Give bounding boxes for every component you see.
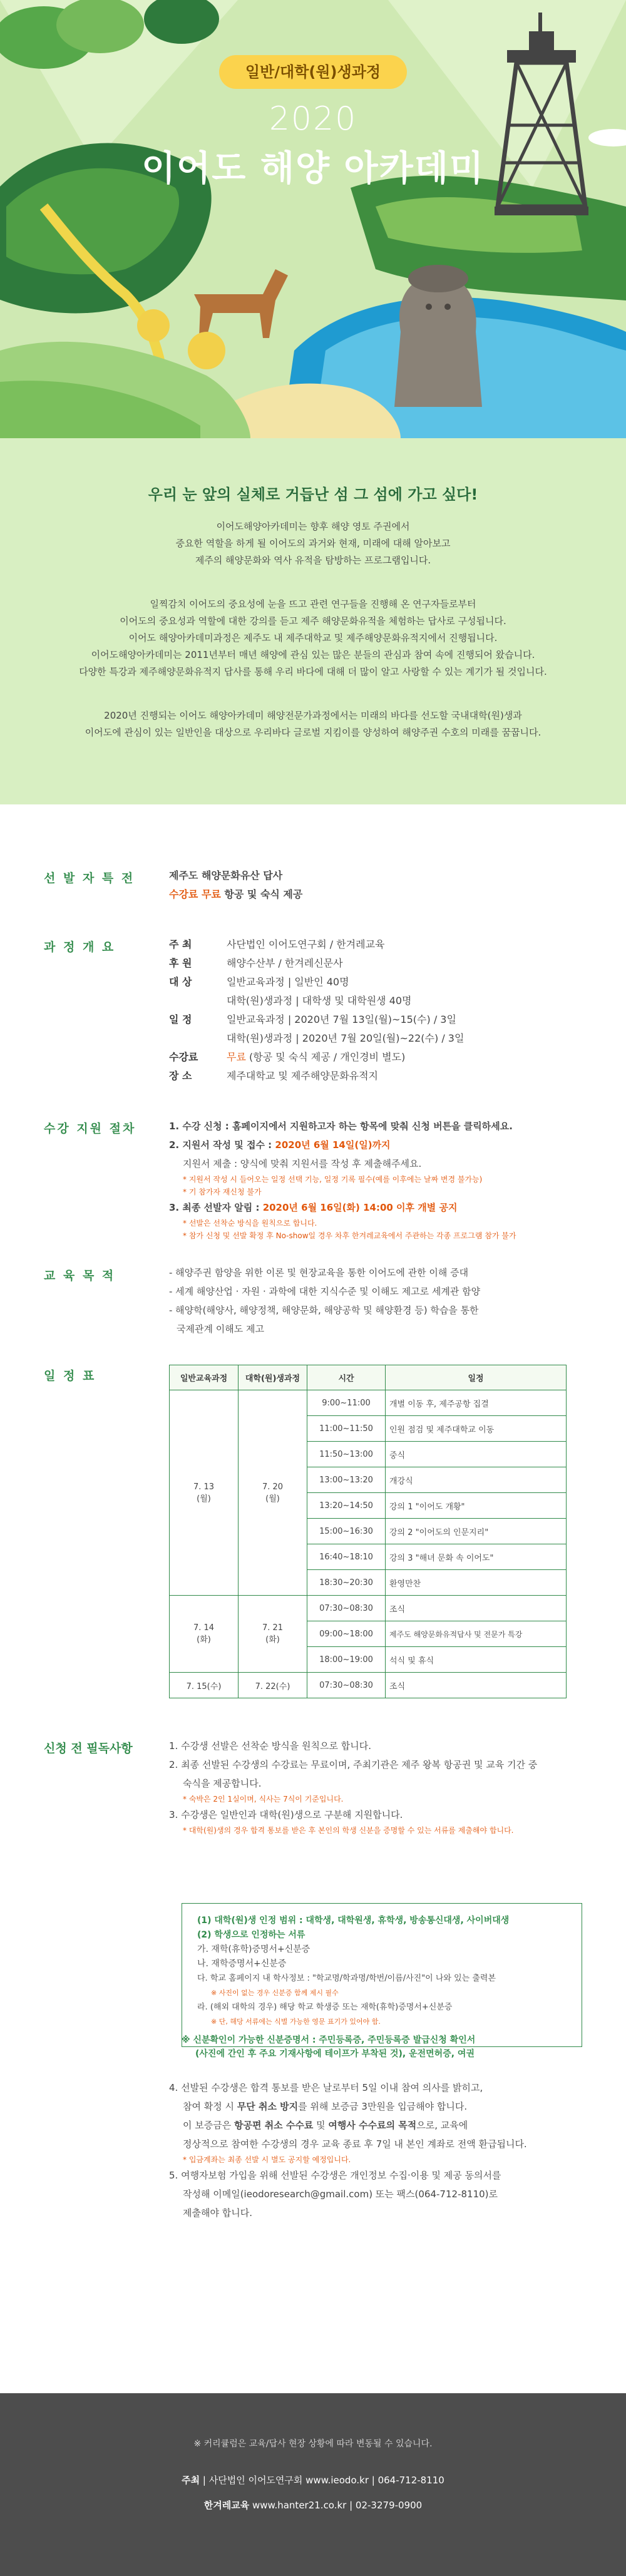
intro-line: 이어도 해양아카데미과정은 제주도 내 제주대학교 및 제주해양문화유적지에서 진행됩니다.	[128, 632, 498, 644]
precheck-item: 참여 확정 시 무단 취소 방지를 위해 보증금 3만원을 입금해야 합니다.	[183, 2101, 468, 2112]
day-cell: 7. 20 (월)	[239, 1390, 307, 1596]
section-label-benefits: 선 발 자 특 전	[44, 871, 135, 885]
precheck-note: * 대학(원)생의 경우 합격 통보를 받은 후 본인의 학생 신분을 증명할 수 있는 서류를 제출해야 합니다.	[183, 1826, 514, 1835]
day-cell: 7. 22(수)	[239, 1673, 307, 1698]
apply-step-2	[169, 1136, 595, 1154]
precheck-note: * 입금계좌는 최종 선발 시 별도 공지할 예정입니다.	[183, 2155, 351, 2164]
apply-deadline: 2020년 6월 14일(일)까지	[275, 1139, 391, 1151]
overview-key	[169, 1029, 227, 1048]
event-cell: 중식	[386, 1442, 567, 1467]
section-label-overview: 과 정 개 요	[44, 940, 116, 954]
time-cell: 07:30~08:30	[307, 1673, 386, 1698]
benefit-line	[169, 885, 595, 904]
intro-heading: 우리 눈 앞의 실체로 거듭난 섬 그 섬에 가고 싶다!	[148, 486, 478, 503]
fee-highlight: 무료	[227, 1051, 246, 1063]
overview-row	[169, 1048, 595, 1067]
overview-key: 수강료	[169, 1051, 198, 1063]
apply-step-3	[169, 1198, 595, 1217]
precheck-item: 숙식을 제공합니다.	[183, 1778, 262, 1789]
section-label-precheck: 신청 전 필독사항	[44, 1742, 133, 1755]
notice-line: (1) 대학(원)생 인정 범위 : 대학생, 대학원생, 휴학생, 방송통신대생, 사이버대생	[197, 1916, 510, 1926]
event-cell: 제주도 해양문화유적답사 및 전문가 특강	[386, 1621, 567, 1647]
overview-key: 대 상	[169, 976, 192, 988]
notice-line: ※ 신분확인이 가능한 신분증명서 : 주민등록증, 주민등록증 발급신청 확인서	[182, 2035, 476, 2045]
goal-item: 국제관계 이해도 제고	[177, 1323, 264, 1335]
time-cell: 11:50~13:00	[307, 1442, 386, 1467]
column-header: 대학(원)생과정	[239, 1365, 307, 1390]
overview-value	[227, 1048, 595, 1067]
intro-paragraph-1	[0, 518, 626, 569]
apply-step-2-label: 2. 지원서 작성 및 접수 :	[169, 1139, 275, 1151]
apply-step-2-detail: 지원서 제출 : 양식에 맞춰 지원서를 작성 후 제출해주세요.	[183, 1158, 422, 1169]
overview-key: 주 최	[169, 938, 192, 950]
precheck-note: * 숙박은 2인 1실이며, 식사는 7식이 기준입니다.	[183, 1795, 344, 1804]
notice-line: 다. 학교 홈페이지 내 학사정보 : "학교명/학과명/학번/이름/사진"이 나와 있는 출력본	[197, 1974, 496, 1983]
hero-title: 이어도 해양 아카데미	[141, 148, 485, 189]
apply-step-1: 1. 수강 신청 : 홈페이지에서 지원하고자 하는 항목에 맞춰 신청 버튼을 클릭하세요.	[169, 1121, 513, 1132]
apply-step-3-label: 3. 최종 선발자 알림 :	[169, 1202, 263, 1213]
overview-key: 일 정	[169, 1013, 192, 1025]
apply-body	[169, 1117, 595, 1242]
hero-banner	[0, 0, 626, 438]
benefit-text: 항공 및 숙식 제공	[220, 888, 303, 900]
student-proof-notice	[182, 1903, 582, 2047]
event-cell: 개강식	[386, 1467, 567, 1493]
apply-note: * 지원서 작성 시 들어오는 일정 선택 기능, 일정 기록 필수(예를 이후에는 날짜 변경 불가능)	[183, 1175, 483, 1184]
overview-value: 제주대학교 및 제주해양문화유적지	[227, 1070, 379, 1082]
apply-announce-date: 2020년 6월 16일(화) 14:00 이후 개별 공지	[262, 1202, 458, 1213]
overview-row	[169, 954, 595, 973]
footer-org-label: 한겨레교육	[203, 2500, 250, 2511]
overview-row	[169, 973, 595, 992]
goal-item: - 해양학(해양사, 해양정책, 해양문화, 해양공학 및 해양환경 등) 학습을 통한	[169, 1305, 479, 1316]
precheck-item: 3. 수강생은 일반인과 대학(원)생으로 구분해 지원합니다.	[169, 1809, 403, 1820]
goals-body	[169, 1263, 595, 1338]
precheck-item: 1. 수강생 선발은 선착순 방식을 원칙으로 합니다.	[169, 1740, 371, 1752]
intro-line: 일찍감치 이어도의 중요성에 눈을 뜨고 관련 연구들을 진행해 온 연구자들로부터	[150, 598, 476, 610]
intro-line: 이어도해양아카데미는 2011년부터 매년 해양에 관심 있는 많은 분들의 관심과 참여 속에 진행되어 왔습니다.	[91, 649, 535, 660]
footer-host	[0, 2473, 626, 2486]
overview-value: 대학(원)생과정 | 2020년 7월 20일(월)~22(수) / 3일	[227, 1032, 464, 1044]
day-cell: 7. 15(수)	[170, 1673, 239, 1698]
benefits-body	[169, 866, 595, 904]
event-cell: 환영만찬	[386, 1570, 567, 1596]
column-header: 일정	[386, 1365, 567, 1390]
time-cell: 18:30~20:30	[307, 1570, 386, 1596]
footer-host-label: 주최	[182, 2475, 200, 2486]
intro-line: 다양한 특강과 제주해양문화유적지 답사를 통해 우리 바다에 대해 더 많이 알고 사랑할 수 있는 계기가 될 것입니다.	[79, 666, 547, 677]
event-cell: 조식	[386, 1596, 567, 1621]
time-cell: 18:00~19:00	[307, 1647, 386, 1673]
fee-text: (항공 및 숙식 제공 / 개인경비 별도)	[245, 1051, 406, 1063]
intro-line: 제주의 해양문화와 역사 유적을 탐방하는 프로그램입니다.	[195, 555, 431, 566]
notice-line: 가. 재학(휴학)증명서+신분증	[197, 1944, 310, 1954]
schedule-table	[169, 1365, 567, 1698]
footer-org-info: www.hanter21.co.kr | 02-3279-0900	[252, 2500, 423, 2511]
apply-note: * 기 참가자 재신청 불가	[183, 1188, 262, 1196]
column-header: 일반교육과정	[170, 1365, 239, 1390]
notice-line: (2) 학생으로 인정하는 서류	[197, 1930, 305, 1940]
notice-line: 나. 재학증명서+신분증	[197, 1959, 287, 1969]
day-cell: 7. 13 (월)	[170, 1390, 239, 1596]
intro-section	[0, 438, 626, 804]
notice-line: (사진에 간인 후 주요 기재사항에 테이프가 부착된 것), 운전면허증, 여권	[195, 2049, 475, 2059]
time-cell: 16:40~18:10	[307, 1544, 386, 1570]
precheck-item: 작성해 이메일(ieodoresearch@gmail.com) 또는 팩스(064-712-8110)로	[183, 2189, 498, 2200]
overview-value: 사단법인 이어도연구회 / 한겨레교육	[227, 938, 385, 950]
time-cell: 13:00~13:20	[307, 1467, 386, 1493]
table-row	[170, 1596, 567, 1621]
benefit-highlight: 수강료 무료	[169, 888, 221, 900]
overview-body	[169, 935, 595, 1085]
intro-paragraph-2	[0, 596, 626, 680]
overview-row	[169, 992, 595, 1010]
precheck-item: 이 보증금은 항공편 취소 수수료 및 여행사 수수료의 목적으로, 교육에	[183, 2120, 468, 2131]
event-cell: 석식 및 휴식	[386, 1647, 567, 1673]
intro-line: 이어도해양아카데미는 향후 해양 영토 주권에서	[216, 521, 410, 532]
intro-line: 이어도의 중요성과 역할에 대한 강의를 듣고 제주 해양문화유적을 체험하는 답사로 구성됩니다.	[120, 615, 506, 627]
section-label-goals: 교 육 목 적	[44, 1269, 116, 1283]
benefit-line: 제주도 해양문화유산 답사	[169, 870, 283, 881]
event-cell: 조식	[386, 1673, 567, 1698]
time-cell: 11:00~11:50	[307, 1416, 386, 1442]
apply-note: * 선발은 선착순 방식을 원칙으로 합니다.	[183, 1219, 317, 1228]
overview-value: 대학(원)생과정 | 대학생 및 대학원생 40명	[227, 995, 412, 1007]
time-cell: 13:20~14:50	[307, 1493, 386, 1519]
precheck-item: 정상적으로 참여한 수강생의 경우 교육 종료 후 7일 내 본인 계좌로 전액 환급됩니다.	[183, 2138, 527, 2150]
precheck-item: 5. 여행자보험 가입을 위해 선발된 수강생은 개인정보 수집·이용 및 제공 동의서를	[169, 2170, 501, 2181]
table-header-row	[170, 1365, 567, 1390]
hero-year: 2020	[269, 100, 357, 138]
overview-row	[169, 1010, 595, 1029]
goal-item: - 세계 해양산업 · 자원 · 과학에 대한 지식수준 및 이해도 제고로 세계관 함양	[169, 1286, 481, 1297]
footer-note: ※ 커리큘럼은 교육/답사 현장 상황에 따라 변동될 수 있습니다.	[193, 2439, 433, 2449]
time-cell: 07:30~08:30	[307, 1596, 386, 1621]
apply-note: * 참가 신청 및 선발 확정 후 No-show일 경우 차후 한겨레교육에서 주관하는 각종 프로그램 참가 불가	[183, 1231, 516, 1240]
intro-line: 이어도에 관심이 있는 일반인을 대상으로 우리바다 글로벌 지킴이를 양성하여 해양주권 수호의 미래를 꿈꿉니다.	[85, 727, 541, 738]
overview-value: 해양수산부 / 한겨레신문사	[227, 957, 343, 969]
overview-key	[169, 992, 227, 1010]
event-cell: 강의 3 "해녀 문화 속 이어도"	[386, 1544, 567, 1570]
day-cell: 7. 14 (화)	[170, 1596, 239, 1673]
section-label-schedule: 일 정 표	[44, 1369, 96, 1383]
time-cell: 9:00~11:00	[307, 1390, 386, 1416]
notice-line: ※ 단, 해당 서류에는 식별 가능한 영문 표기가 있어야 함.	[211, 2018, 381, 2026]
notice-line: 라. (해외 대학의 경우) 해당 학교 학생증 또는 재학(휴학)증명서+신분증	[197, 2003, 453, 2012]
overview-row	[169, 935, 595, 954]
overview-row	[169, 1029, 595, 1048]
precheck-body-bottom	[169, 2078, 595, 2222]
event-cell: 개별 이동 후, 제주공항 집결	[386, 1390, 567, 1416]
intro-paragraph-3	[0, 707, 626, 741]
precheck-item: 2. 최종 선발된 수강생의 수강료는 무료이며, 주최기관은 제주 왕복 항공권 및 교육 기간 중	[169, 1759, 538, 1770]
section-label-apply: 수강 지원 절차	[44, 1122, 136, 1136]
event-cell: 인원 점검 및 제주대학교 이동	[386, 1416, 567, 1442]
overview-row	[169, 1067, 595, 1085]
footer-org	[0, 2498, 626, 2512]
event-cell: 강의 1 "이어도 개황"	[386, 1493, 567, 1519]
goal-item: - 해양주권 함양을 위한 이론 및 현장교육을 통한 이어도에 관한 이해 증대	[169, 1267, 469, 1278]
precheck-body-top	[169, 1737, 595, 1837]
overview-value: 일반교육과정 | 일반인 40명	[227, 976, 349, 988]
footer-host-info: | 사단법인 이어도연구회 www.ieodo.kr | 064-712-8110	[202, 2475, 444, 2486]
column-header: 시간	[307, 1365, 386, 1390]
time-cell: 15:00~16:30	[307, 1519, 386, 1544]
intro-line: 중요한 역할을 하게 될 이어도의 과거와 현재, 미래에 대해 알아보고	[175, 538, 451, 549]
footer	[0, 2393, 626, 2576]
precheck-item: 제출해야 합니다.	[183, 2207, 252, 2219]
intro-line: 2020년 진행되는 이어도 해양아카데미 해양전문가과정에서는 미래의 바다를 선도할 국내대학(원)생과	[104, 710, 522, 721]
event-cell: 강의 2 "이어도의 인문지리"	[386, 1519, 567, 1544]
table-row	[170, 1673, 567, 1698]
overview-key: 후 원	[169, 957, 192, 969]
notice-line: ※ 사진이 없는 경우 신분증 함께 제시 필수	[211, 1989, 339, 1997]
overview-value: 일반교육과정 | 2020년 7월 13일(월)~15(수) / 3일	[227, 1013, 456, 1025]
precheck-item: 4. 선발된 수강생은 합격 통보를 받은 날로부터 5일 이내 참여 의사를 밝히고,	[169, 2082, 483, 2093]
day-cell: 7. 21 (화)	[239, 1596, 307, 1673]
table-row	[170, 1390, 567, 1416]
overview-key: 장 소	[169, 1070, 192, 1082]
notice-id-docs	[182, 2033, 582, 2061]
hero-badge: 일반/대학(원)생과정	[219, 55, 407, 89]
time-cell: 09:00~18:00	[307, 1621, 386, 1647]
